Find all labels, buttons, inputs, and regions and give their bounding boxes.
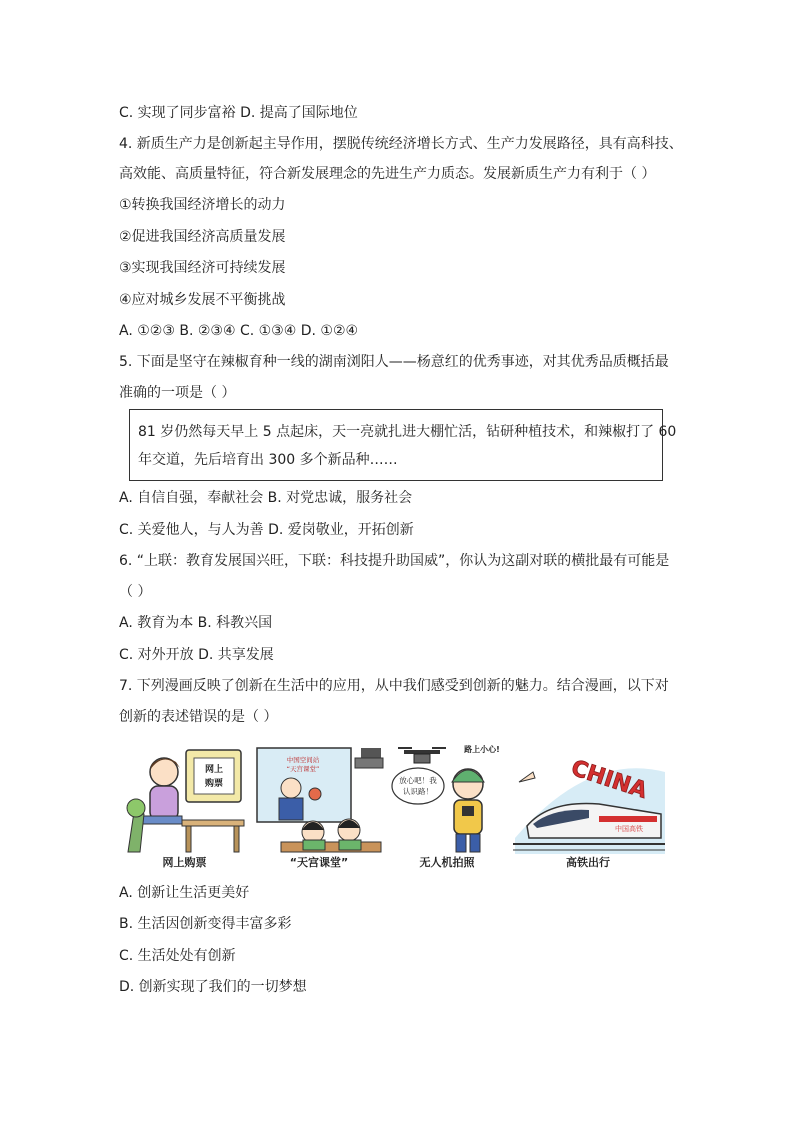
q7-option-c: C. 生活处处有创新 [119,948,236,964]
q6-stem-line1: 6. “上联：教育发展国兴旺，下联：科技提升助国威”，你认为这副对联的横批最有可能是 [119,553,670,569]
q5-quote-box [129,409,677,481]
speech-bubble [392,768,444,804]
q5-options-cd: C. 关爱他人，与人为善 D. 爱岗敬业，开拓创新 [119,522,414,538]
q7-option-d: D. 创新实现了我们的一切梦想 [119,979,307,995]
q3-options-cd: C. 实现了同步富裕 D. 提高了国际地位 [119,105,358,121]
monitor-sign-line1: 网上 [204,765,224,775]
train-label: 中国高铁 [615,825,643,833]
monitor-sign-line2: 购票 [204,779,224,789]
comic-drone-photo [388,742,506,854]
q6-options-cd: C. 对外开放 D. 共享发展 [119,647,274,663]
q4-stem-line1: 4. 新质生产力是创新起主导作用，摆脱传统经济增长方式、生产力发展路径，具有高科技、 [119,136,683,152]
comic-caption-1: 网上购票 [162,856,207,869]
shout-text: 路上小心! [464,745,500,754]
comic-high-speed-rail [509,742,667,854]
q7-stem-line1: 7. 下列漫画反映了创新在生活中的应用，从中我们感受到创新的魅力。结合漫画，以下对 [119,678,669,694]
q5-stem-line2: 准确的一项是（ ） [119,385,236,401]
q4-item-2: ②促进我国经济高质量发展 [119,229,286,245]
comic-tiangong-classroom [251,742,387,854]
q5-quote-line1: 81 岁仍然每天早上 5 点起床，天一亮就扎进大棚忙活，钻研种植技术，和辣椒打了 60 [138,424,677,440]
q4-item-3: ③实现我国经济可持续发展 [119,260,286,276]
comic-online-ticketing [124,742,245,854]
q4-item-1: ①转换我国经济增长的动力 [119,197,286,213]
banner-line2: “天宫课堂” [286,765,320,773]
comic-caption-2: “天宫课堂” [289,856,349,869]
q4-stem-line2: 高效能、高质量特征，符合新发展理念的先进生产力质态。发展新质生产力有利于（ ） [119,166,656,182]
q5-options-ab: A. 自信自强，奉献社会 B. 对党忠诚，服务社会 [119,490,413,506]
comic-caption-3: 无人机拍照 [419,856,475,869]
bubble-line2: 认识路！ [403,787,433,796]
q7-option-b: B. 生活因创新变得丰富多彩 [119,916,292,932]
drone-icon [404,750,440,754]
banner-line1: 中国空间站 [286,756,320,764]
q6-stem-line2: （ ） [119,584,152,600]
q7-stem-line2: 创新的表述错误的是（ ） [119,709,278,725]
q5-stem-line1: 5. 下面是坚守在辣椒育种一线的湖南浏阳人——杨意红的优秀事迹，对其优秀品质概括最 [119,354,669,370]
q7-option-a: A. 创新让生活更美好 [119,885,250,901]
q4-item-4: ④应对城乡发展不平衡挑战 [119,292,286,308]
china-word: CHINA [567,755,651,804]
q5-quote-line2: 年交道，先后培育出 300 多个新品种…… [138,452,398,468]
comic-caption-4: 高铁出行 [566,856,610,869]
projector [355,758,383,768]
bubble-line1: 放心吧！我 [399,776,437,785]
q6-options-ab: A. 教育为本 B. 科教兴国 [119,615,273,631]
q4-options: A. ①②③ B. ②③④ C. ①③④ D. ①②④ [119,323,359,339]
